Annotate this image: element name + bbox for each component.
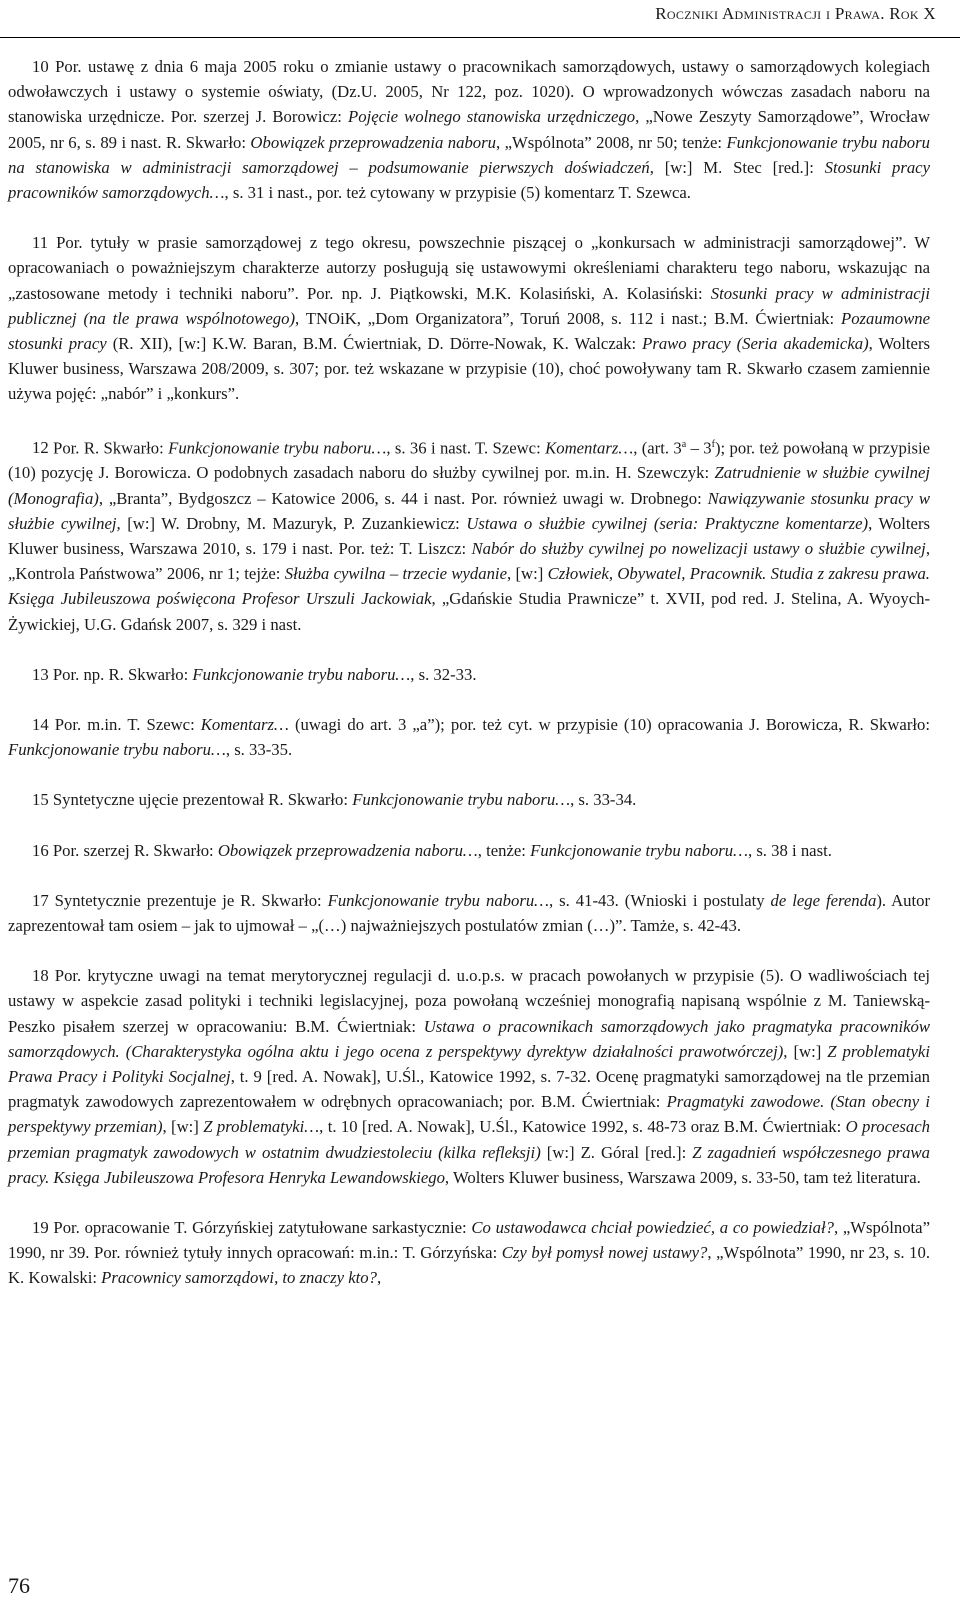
footnote-number: 14	[32, 715, 49, 735]
footnote-italic-text: Z problematyki…	[203, 1117, 320, 1137]
footnote-italic-text: Funkcjonowanie trybu naboru…	[168, 438, 387, 458]
footnote-italic-text: Człowiek, Obywatel, Pracownik. Studia z zakresu prawa. Księga Jubileuszowa poświęcona Profesor Urszuli Jackowiak	[8, 564, 930, 609]
footnote	[8, 662, 930, 687]
footnote-text: , TNOiK, „Dom Organizatora”, Toruń 2008, s. 112 i nast.; B.M. Ćwiertniak:	[295, 308, 841, 328]
footnote-number: 10	[32, 57, 49, 76]
footnote-text: , [w:]	[783, 1041, 828, 1061]
footnote-italic-text: Komentarz…	[545, 438, 634, 458]
footnote-number: 17	[32, 890, 49, 910]
footnote-italic-text: Ustawa o służbie cywilnej (seria: Praktyczne komentarze)	[466, 513, 869, 533]
footnote-italic-text: Z problematyki Prawa Pracy i Polityki Socjalnej	[8, 1041, 930, 1087]
footnote-text: , [w:]	[162, 1117, 204, 1137]
footnote-italic-text: Funkcjonowanie trybu naboru…	[192, 664, 411, 684]
footnote-number: 15	[32, 790, 49, 810]
footnote-text: Por. krytyczne uwagi na temat merytorycznej regulacji d. u.o.p.s. w pracach powołanych w przypisie (5). O wadliwościach tej ustawy w aspekcie zasad polityki i techniki legislacyjnej, poza powołaną wcześniej monografią napisaną wspólnie z M. Taniewską-Peszko pisałem szerzej w opracowaniu: B.M. Ćwiertniak:	[8, 966, 930, 1036]
footnote-text: , s. 32-33.	[410, 664, 477, 684]
footnote	[8, 838, 930, 863]
footnote-superscript: f	[711, 438, 715, 450]
footnote-italic-text: Co ustawodawca chciał powiedzieć, a co powiedział?	[471, 1218, 834, 1238]
footnote-text: , „Kontrola Państwowa” 2006, nr 1; tejże:	[8, 539, 930, 584]
footnote-text: , s. 38 i nast.	[747, 840, 832, 860]
footnote-number: 18	[32, 966, 49, 986]
footnote-text: (uwagi do art. 3 „a”); por. też cyt. w przypisie (10) opracowania J. Borowicza, R. Skwarło:	[288, 715, 931, 735]
footnote-number: 13	[32, 664, 49, 684]
footnote-italic-text: de lege ferenda	[770, 890, 877, 910]
footnote-text: , [w:]	[506, 564, 548, 584]
footnote	[8, 712, 930, 762]
footnote-text: (R. XII), [w:] K.W. Baran, B.M. Ćwiertniak, D. Dörre-Nowak, K. Walczak:	[106, 334, 643, 354]
footnote-text: , (art. 3	[633, 438, 682, 458]
footnote-italic-text: Z zagadnień współczesnego prawa pracy. Księga Jubileuszowa Profesora Henryka Lewandowskiego	[8, 1142, 930, 1187]
footnote-text: , s. 41-43. (Wnioski i postulaty	[549, 890, 771, 910]
footnote-text: Por. R. Skwarło:	[53, 438, 169, 458]
footnote-text: , „Branta”, Bydgoszcz – Katowice 2006, s. 44 i nast. Por. również uwagi w. Drobnego:	[98, 488, 708, 508]
footnote-italic-text: Stosunki pracy w administracji publicznej (na tle prawa wspólnotowego)	[8, 283, 930, 328]
footnote-italic-text: Funkcjonowanie trybu naboru…	[8, 740, 226, 760]
footnote-text: – 3	[686, 438, 712, 458]
footnote-text: , [w:] M. Stec [red.]:	[649, 157, 825, 177]
footnote-number: 16	[32, 840, 49, 860]
footnote-italic-text: Nabór do służby cywilnej po nowelizacji ustawy o służbie cywilnej	[471, 539, 926, 559]
footnote-italic-text: Funkcjonowanie trybu naboru…	[352, 790, 571, 810]
footnote-italic-text: Zatrudnienie w służbie cywilnej (Monografia)	[8, 463, 931, 508]
footnote-text: , s. 33-34.	[570, 790, 637, 810]
footnote-text: , „Gdańskie Studia Prawnicze” t. XVII, pod red. J. Stelina, A. Wyoych-Żywickiej, U.G. Gdańsk 2007, s. 329 i nast.	[8, 589, 931, 634]
footnote-text: Por. np. R. Skwarło:	[52, 664, 193, 684]
footnote-italic-text: Pragmatyki zawodowe. (Stan obecny i perspektywy przemian)	[8, 1092, 930, 1137]
footnote	[8, 54, 930, 205]
footnote-number: 11	[32, 233, 49, 253]
footnote-italic-text: Czy był pomysł nowej ustawy?	[501, 1243, 708, 1263]
footnote-italic-text: Komentarz…	[200, 715, 289, 735]
footnote	[8, 230, 930, 406]
footnote-italic-text: Pracownicy samorządowi, to znaczy kto?	[101, 1268, 377, 1288]
footnote-italic-text: Obowiązek przeprowadzenia naboru	[250, 132, 496, 152]
footnote-text: , s. 31 i nast., por. też cytowany w przypisie (5) komentarz T. Szewca.	[224, 183, 691, 203]
footnote-text: , t. 10 [red. A. Nowak], U.Śl., Katowice 1992, s. 48-73 oraz B.M. Ćwiertniak:	[319, 1117, 846, 1137]
footnote-text: Syntetycznie prezentuje je R. Skwarło:	[54, 890, 328, 910]
footnote-italic-text: Funkcjonowanie trybu naboru…	[530, 840, 748, 860]
footnote-text: Por. ustawę z dnia 6 maja 2005 roku o zmianie ustawy o pracownikach samorządowych, ustawy o samorządowych kolegiach odwoławczych i ustawy o systemie oświaty, (Dz.U. 2005, Nr 122, poz. 1020). O wprowadzonych wówczas zasadach naboru na stanowiska urzędnicze. Por. szerzej J. Borowicz:	[8, 57, 931, 127]
footnote-text: [w:] W. Drobny, M. Mazuryk, P. Zuzankiewicz:	[120, 513, 467, 533]
footnote-italic-text: Funkcjonowanie trybu naboru…	[327, 890, 550, 910]
footnote-italic-text: Służba cywilna – trzecie wydanie	[284, 564, 507, 584]
footnote-superscript: a	[681, 438, 687, 450]
running-head: Roczniki Administracji i Prawa. Rok X	[655, 4, 936, 23]
footnote-italic-text: Funkcjonowanie trybu naboru na stanowiska w administracji samorządowej – podsumowanie pierwszych doświadczeń	[8, 132, 930, 177]
footnote	[8, 787, 930, 812]
footnote-italic-text: Nawiązywanie stosunku pracy w służbie cywilnej,	[8, 488, 930, 533]
footnote-italic-text: O procesach przemian pragmatyk zawodowych w ostatnim dwudziestoleciu (kilka refleksji)	[8, 1117, 930, 1162]
footnote-text: , tenże:	[477, 840, 531, 860]
footnote-text: Syntetyczne ujęcie prezentował R. Skwarło:	[52, 790, 353, 810]
footnote-text: , „Wspólnota” 2008, nr 50; tenże:	[496, 132, 727, 152]
footnote-text: ,	[376, 1268, 382, 1288]
footnote-text: , Wolters Kluwer business, Warszawa 2010, s. 179 i nast. Por. też: T. Liszcz:	[8, 513, 930, 559]
footnote-text: , Wolters Kluwer business, Warszawa 208/2009, s. 307; por. też wskazane w przypisie (10), choć powoływany tam R. Skwarło czasem zamiennie używa pojęć: „nabór” i „konkurs”.	[8, 334, 931, 404]
footnote-text: Por. szerzej R. Skwarło:	[52, 840, 218, 860]
footnote-text: , „Nowe Zeszyty Samorządowe”, Wrocław 2005, nr 6, s. 89 i nast. R. Skwarło:	[8, 107, 930, 152]
footnote-text: [w:] Z. Góral [red.]:	[540, 1142, 693, 1162]
footnote	[8, 888, 930, 938]
footnote-number: 19	[32, 1218, 49, 1238]
footnote-italic-text: Stosunki pracy pracowników samorządowych…	[8, 157, 930, 203]
footnote-text: , „Wspólnota” 1990, nr 39. Por. również tytuły innych opracowań: m.in.: T. Górzyńska:	[8, 1218, 930, 1263]
header-rule	[0, 37, 960, 38]
footnote-text: Por. tytuły w prasie samorządowej z tego okresu, powszechnie piszącej o „konkursach w administracji samorządowej”. W opracowaniach o poważniejszym charakterze autorzy posługują się ustawowymi określeniami charakteru tego naboru, wskazując na „zastosowane metody i techniki naboru”. Por. np. J. Piątkowski, M.K. Kolasiński, A. Kolasiński:	[8, 233, 931, 303]
footnote-text: , s. 33-35.	[225, 740, 293, 760]
footnote-italic-text: Prawo pracy (Seria akademicka)	[642, 334, 869, 354]
footnote	[8, 963, 930, 1190]
footnote-italic-text: Obowiązek przeprowadzenia naboru…	[217, 840, 478, 860]
footnote-italic-text: Pozaumowne stosunki pracy	[8, 308, 930, 354]
footnote-italic-text: Ustawa o pracownikach samorządowych jako pragmatyka pracowników samorządowych. (Charakterystyka ogólna aktu i jego ocena z perspektywy dyrektyw działalności prawotwórczej)	[8, 1016, 931, 1061]
page-number: 76	[8, 1573, 30, 1598]
footnote-text: , Wolters Kluwer business, Warszawa 2009, s. 33-50, tam też literatura.	[444, 1167, 921, 1187]
footnote	[8, 432, 930, 637]
footnote-text: Por. opracowanie T. Górzyńskiej zatytułowane sarkastycznie:	[53, 1218, 472, 1238]
footnote-text: ). Autor zaprezentował tam osiem – jak to ujmował – „(…) najważniejszych postulatów zmian (…)”. Tamże, s. 42-43.	[8, 890, 931, 936]
footnote-text: , „Wspólnota” 1990, nr 23, s. 10. K. Kowalski:	[8, 1243, 931, 1288]
footnote-text: Por. m.in. T. Szewc:	[54, 715, 201, 735]
footnote	[8, 1215, 930, 1291]
footnote-text: ); por. też powołaną w przypisie (10) pozycję J. Borowicza. O podobnych zasadach naboru do służby cywilnej por. m.in. H. Szewczyk:	[8, 438, 930, 483]
footnote-text: , t. 9 [red. A. Nowak], U.Śl., Katowice 1992, s. 7-32. Ocenę pragmatyki samorządowej na tle przemian pragmatyk zawodowych zaprezentowałem w odrębnych opracowaniach; por. B.M. Ćwiertniak:	[8, 1067, 930, 1112]
footnote-text: , s. 36 i nast. T. Szewc:	[386, 438, 546, 458]
footnotes-section	[8, 54, 930, 1291]
footnote-number: 12	[32, 438, 49, 458]
footnote-italic-text: Pojęcie wolnego stanowiska urzędniczego	[348, 107, 636, 127]
